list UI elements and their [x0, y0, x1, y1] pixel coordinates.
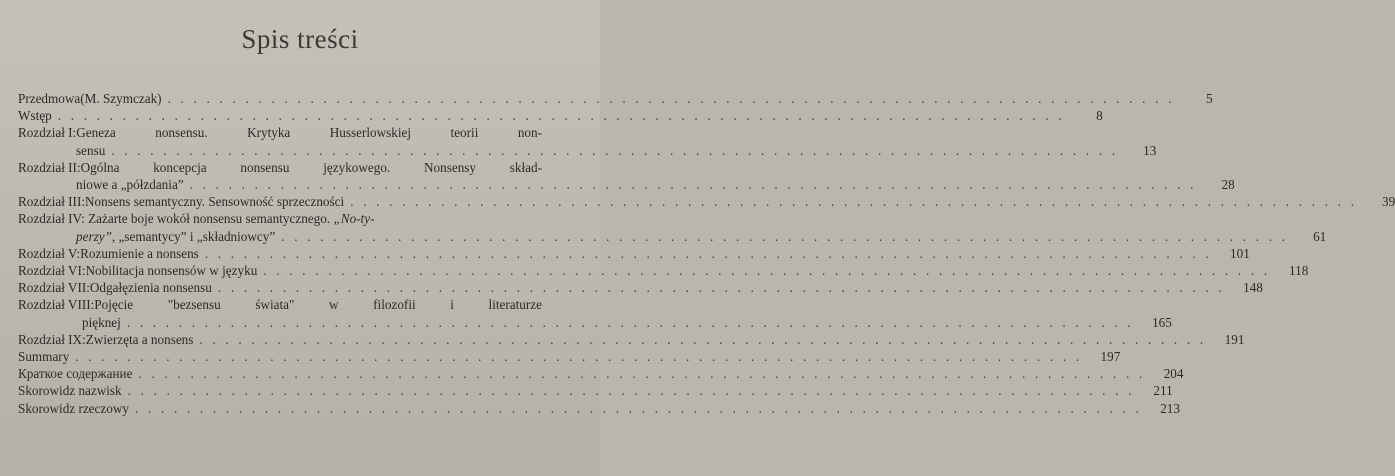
entry-page-number: 101 [1230, 245, 1250, 261]
entry-text: Ogólna koncepcja nonsensu językowego. Nonsensy skład- [80, 159, 542, 175]
entry-label: Wstęp [18, 108, 52, 124]
entry-label: Skorowidz rzeczowy [18, 400, 129, 416]
toc-entry-rozdzial-1 [18, 124, 1157, 158]
toc-entry-rozdzial-7 [18, 279, 1263, 296]
entry-text: Rozumienie a nonsens [80, 245, 199, 261]
dot-leader: . . . . . . . . . . . . . . . . . . . . . . . . . . . . . . . . . . . . . . . . . . . . . . . . . . . . . . . . . . . . . . . . . . . . . . . . . . . . . . [138, 366, 1146, 382]
entry-page-number: 204 [1163, 366, 1184, 382]
entry-page-number: 148 [1243, 280, 1263, 296]
entry-text: Zażarte boje wokół nonsensu semantycznego. [84, 211, 334, 227]
entry-label: Rozdział VI: [18, 263, 86, 279]
toc-entry-russian-summary [18, 365, 1184, 382]
entry-label: Rozdział I: [18, 125, 77, 141]
dot-leader: . . . . . . . . . . . . . . . . . . . . . . . . . . . . . . . . . . . . . . . . . . . . . . . . . . . . . . . . . . . . . . . . . . . . . . . . . . . . . . [126, 314, 1134, 330]
toc-entry-rozdzial-9 [18, 331, 1245, 348]
toc-entry-wstep [18, 107, 1103, 124]
entry-text-continued: , „semantycy” i „składniowcy” [111, 228, 276, 244]
entry-page-number: 197 [1100, 349, 1121, 365]
entry-label: Rozdział VII: [18, 280, 90, 296]
entry-page-number: 213 [1160, 400, 1180, 416]
dot-leader: . . . . . . . . . . . . . . . . . . . . . . . . . . . . . . . . . . . . . . . . . . . . . . . . . . . . . . . . . . . . . . . . . . . . . . . . . . . . . . [167, 91, 1175, 106]
toc-entry-subject-index [18, 400, 1180, 417]
dot-leader: . . . . . . . . . . . . . . . . . . . . . . . . . . . . . . . . . . . . . . . . . . . . . . . . . . . . . . . . . . . . . . . . . . . . . . . . . . . . . . [199, 331, 1207, 347]
entry-text: Nonsens semantyczny. Sensowność sprzeczności [85, 194, 345, 210]
entry-label: Rozdział IX: [18, 331, 86, 347]
entry-page-number: 165 [1152, 314, 1172, 330]
dot-leader: . . . . . . . . . . . . . . . . . . . . . . . . . . . . . . . . . . . . . . . . . . . . . . . . . . . . . . . . . . . . . . . . . . . . . . . . . . . . . . [57, 108, 1065, 124]
dot-leader: . . . . . . . . . . . . . . . . . . . . . . . . . . . . . . . . . . . . . . . . . . . . . . . . . . . . . . . . . . . . . . . . . . . . . . . . . . . . . . [75, 349, 1083, 365]
entry-text: Geneza nonsensu. Krytyka Husserlowskiej teorii non- [76, 125, 542, 141]
entry-text-continued: pięknej [82, 314, 121, 330]
toc-entry-rozdzial-5 [18, 245, 1250, 262]
entry-label: Rozdział IV: [18, 211, 85, 227]
entry-label: Rozdział V: [18, 245, 81, 261]
toc-entry-rozdzial-2 [18, 159, 1235, 193]
entry-page-number: 28 [1221, 177, 1235, 193]
entry-page-number: 211 [1153, 383, 1173, 399]
dot-leader: . . . . . . . . . . . . . . . . . . . . . . . . . . . . . . . . . . . . . . . . . . . . . . . . . . . . . . . . . . . . . . . . . . . . . . . . . . . . . . [189, 177, 1197, 193]
dot-leader: . . . . . . . . . . . . . . . . . . . . . . . . . . . . . . . . . . . . . . . . . . . . . . . . . . . . . . . . . . . . . . . . . . . . . . . . . . . . . . [134, 400, 1142, 416]
entry-text: Nobilitacja nonsensów w języku [85, 263, 258, 279]
entry-label: Краткое содержание [18, 366, 133, 382]
entry-label: Summary [18, 349, 70, 365]
entry-page-number: 5 [1205, 91, 1213, 106]
entry-page-number: 13 [1143, 142, 1157, 158]
toc-entry-summary [18, 348, 1121, 365]
entry-text: Odgałęzienia nonsensu [89, 280, 212, 296]
entry-page-number: 61 [1313, 228, 1327, 244]
dot-leader: . . . . . . . . . . . . . . . . . . . . . . . . . . . . . . . . . . . . . . . . . . . . . . . . . . . . . . . . . . . . . . . . . . . . . . . . . . . . . . [217, 280, 1225, 296]
toc-entry-rozdzial-6 [18, 262, 1309, 279]
toc-entry-rozdzial-8 [18, 296, 1172, 330]
entry-text: (M. Szymczak) [80, 91, 162, 106]
dot-leader: . . . . . . . . . . . . . . . . . . . . . . . . . . . . . . . . . . . . . . . . . . . . . . . . . . . . . . . . . . . . . . . . . . . . . . . . . . . . . . [281, 228, 1289, 244]
entry-page-number: 8 [1096, 108, 1103, 124]
dot-leader: . . . . . . . . . . . . . . . . . . . . . . . . . . . . . . . . . . . . . . . . . . . . . . . . . . . . . . . . . . . . . . . . . . . . . . . . . . . . . . [111, 142, 1119, 158]
entry-label: Rozdział II: [18, 159, 81, 175]
entry-text-continued: sensu [76, 142, 106, 158]
dot-leader: . . . . . . . . . . . . . . . . . . . . . . . . . . . . . . . . . . . . . . . . . . . . . . . . . . . . . . . . . . . . . . . . . . . . . . . . . . . . . . [127, 383, 1135, 399]
entry-text: Pojęcie "bezsensu świata" w filozofii i literaturze [94, 297, 542, 313]
entry-text-continued: niowe a „półzdania” [76, 177, 184, 193]
entry-text-italic: „No-ty- [333, 211, 375, 227]
entry-label: Rozdział VIII: [18, 297, 95, 313]
dot-leader: . . . . . . . . . . . . . . . . . . . . . . . . . . . . . . . . . . . . . . . . . . . . . . . . . . . . . . . . . . . . . . . . . . . . . . . . . . . . . . [263, 263, 1271, 279]
entry-page-number: 191 [1224, 331, 1245, 347]
toc-entry-rozdzial-3 [18, 193, 1395, 210]
entry-label: Przedmowa [18, 91, 81, 106]
dot-leader: . . . . . . . . . . . . . . . . . . . . . . . . . . . . . . . . . . . . . . . . . . . . . . . . . . . . . . . . . . . . . . . . . . . . . . . . . . . . . . [350, 194, 1358, 210]
entry-page-number: 118 [1289, 263, 1309, 279]
entry-label: Skorowidz nazwisk [18, 383, 122, 399]
dot-leader: . . . . . . . . . . . . . . . . . . . . . . . . . . . . . . . . . . . . . . . . . . . . . . . . . . . . . . . . . . . . . . . . . . . . . . . . . . . . . . [204, 245, 1212, 261]
entry-label: Rozdział III: [18, 194, 86, 210]
page-title: Spis treści [241, 24, 359, 54]
entry-text: Zwierzęta a nonsens [85, 331, 194, 347]
toc-entry-rozdzial-4 [18, 210, 1327, 244]
entry-page-number: 39 [1382, 194, 1395, 210]
toc-entry-przedmowa [18, 90, 1213, 107]
table-of-contents [18, 90, 1395, 417]
toc-entry-index-of-names [18, 382, 1173, 399]
entry-text-continued-italic: perzy” [76, 228, 112, 244]
